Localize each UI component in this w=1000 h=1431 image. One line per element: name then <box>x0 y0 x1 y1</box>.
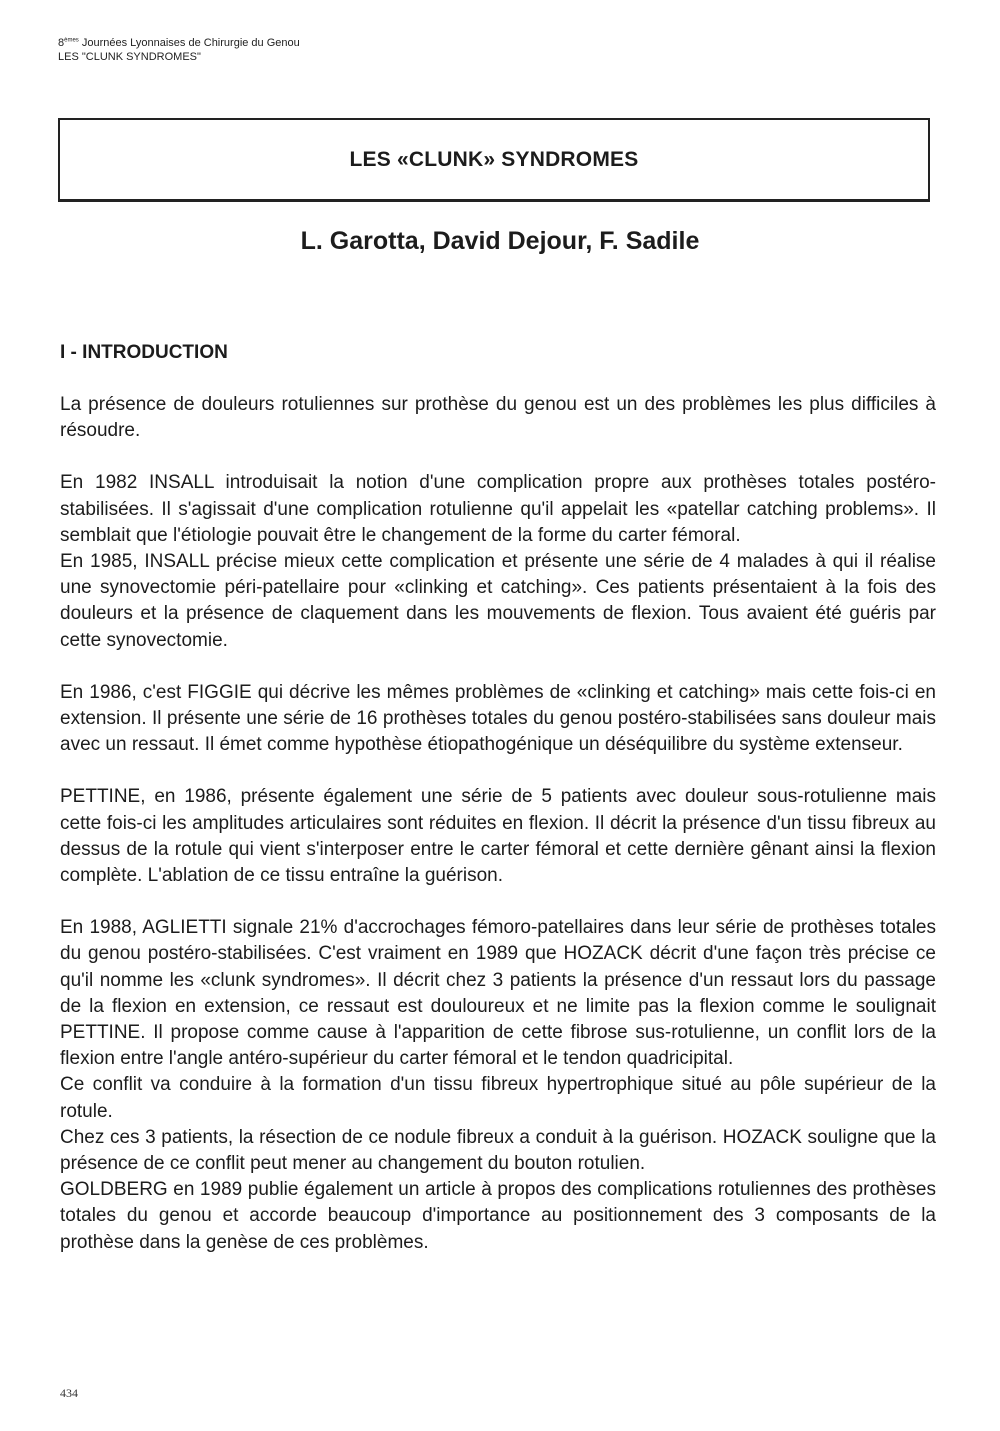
paragraph-6: En 1988, AGLIETTI signale 21% d'accrochages fémoro-patellaires dans leur série de prothèses totales du genou postéro-stabilisées. C'est vraiment en 1989 que HOZACK décrit d'une façon très précise ce qu'il nomme les «clunk syndromes». Il décrit chez 3 patients la présence d'un ressaut lors du passage de la flexion en extension, ce ressaut est douloureux et ne limite pas la flexion comme le soulignait PETTINE. Il propose comme cause à l'apparition de cette fibrose sus-rotulienne, un conflit lors de la flexion entre l'angle antéro-supérieur du carter fémoral et le tendon quadricipital. <box>60 917 936 1070</box>
event-name: Journées Lyonnaises de Chirurgie du Genou <box>78 37 300 49</box>
paragraph-1: La présence de douleurs rotuliennes sur prothèse du genou est un des problèmes les plus difficiles à résoudre. <box>60 394 936 442</box>
page-title: LES «CLUNK» SYNDROMES <box>349 148 639 171</box>
page-number: 434 <box>60 1386 78 1400</box>
paragraph-3: En 1985, INSALL précise mieux cette complication et présente une série de 4 malades à qui il réalise une synovectomie péri-patellaire pour «clinking et catching». Ces patients présentaient à la fois des douleurs et la présence de claquement dans les mouvements de flexion. Tous avaient été guéris par cette synovectomie. <box>60 551 936 651</box>
paragraph-8: Chez ces 3 patients, la résection de ce nodule fibreux a conduit à la guérison. HOZACK souligne que la présence de ce conflit peut mener au changement du bouton rotulien. <box>60 1126 936 1175</box>
paragraph-7: Ce conflit va conduire à la formation d'un tissu fibreux hypertrophique situé au pôle supérieur de la rotule. <box>60 1074 936 1122</box>
edition-suffix: èmes <box>64 37 79 44</box>
edition-number: 8 <box>58 37 65 49</box>
section-heading: I - INTRODUCTION <box>60 342 228 363</box>
paragraph-9: GOLDBERG en 1989 publie également un article à propos des complications rotuliennes des prothèses totales du genou et accorde beaucoup d'importance au positionnement des 3 composants de la prothèse dans la genèse de ces problèmes. <box>60 1179 936 1253</box>
paragraph-4: En 1986, c'est FIGGIE qui décrive les mêmes problèmes de «clinking et catching» mais cette fois-ci en extension. Il présente une série de 16 prothèses totales du genou postéro-stabilisées sans douleur mais avec un ressaut. Il émet comme hypothèse étiopathogénique un déséquilibre du système extenseur. <box>60 681 936 756</box>
running-head-event <box>58 36 300 50</box>
paragraph-5: PETTINE, en 1986, présente également une série de 5 patients avec douleur sous-rotulienne mais cette fois-ci les amplitudes articulaires sont réduites en flexion. Il décrit la présence d'un tissu fibreux au dessus de la rotule qui vient s'interposer entre le carter fémoral et cette dernière gênant ainsi la flexion complète. L'ablation de ce tissu entraîne la guérison. <box>60 786 936 887</box>
body-text <box>60 392 936 1256</box>
authors: L. Garotta, David Dejour, F. Sadile <box>300 227 700 255</box>
title-box <box>58 118 930 202</box>
running-head-subtitle: LES "CLUNK SYNDROMES" <box>58 51 201 63</box>
paragraph-2: En 1982 INSALL introduisait la notion d'une complication propre aux prothèses totales postéro-stabilisées. Il s'agissait d'une complication rotulienne qu'il appelait les «patellar catching problems». Il semblait que l'étiologie pouvait être le changement de la forme du carter fémoral. <box>60 472 936 546</box>
running-head <box>58 36 300 64</box>
